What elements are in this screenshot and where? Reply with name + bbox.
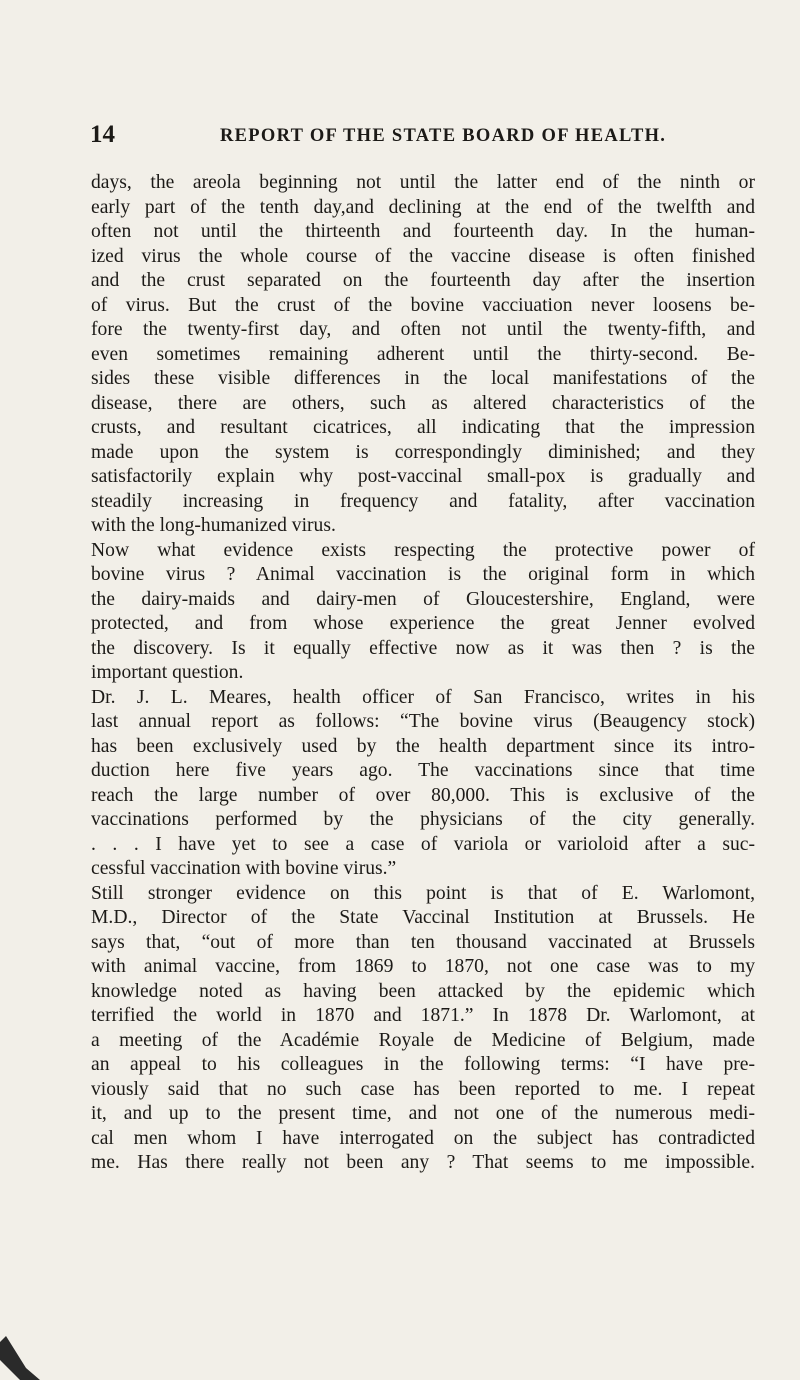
text-line: cal men whom I have interrogated on the subject has contradicted bbox=[91, 1127, 755, 1149]
text-line: M.D., Director of the State Vaccinal Institution at Brussels. He bbox=[91, 907, 755, 928]
text-line: reach the large number of over 80,000. This is exclusive of the bbox=[91, 784, 755, 806]
text-line: crusts, and resultant cicatrices, all indicating that the impression bbox=[91, 417, 755, 438]
text-line: an appeal to his colleagues in the following terms: “I have pre- bbox=[91, 1054, 755, 1075]
text-line: of virus. But the crust of the bovine vacciuation never loosens be- bbox=[91, 294, 755, 316]
text-line: made upon the system is correspondingly diminished; and they bbox=[91, 441, 755, 463]
text-line: disease, there are others, such as altered characteristics of the bbox=[91, 392, 755, 414]
text-line: viously said that no such case has been reported to me. I repeat bbox=[91, 1078, 755, 1100]
text-line: Still stronger evidence on this point is that of E. Warlomont, bbox=[91, 882, 755, 904]
text-line: a meeting of the Académie Royale de Medicine of Belgium, made bbox=[91, 1029, 755, 1051]
page-header bbox=[90, 120, 750, 150]
text-line: with the long-humanized virus. bbox=[91, 515, 336, 536]
text-line: vaccinations performed by the physicians of the city generally. bbox=[91, 809, 755, 830]
text-line: last annual report as follows: “The bovine virus (Beaugency stock) bbox=[91, 711, 755, 732]
text-line: it, and up to the present time, and not one of the numerous medi- bbox=[91, 1103, 755, 1124]
text-line: satisfactorily explain why post-vaccinal small-pox is gradually and bbox=[91, 466, 755, 487]
text-line: days, the areola beginning not until the latter end of the ninth or bbox=[91, 172, 755, 193]
text-line: bovine virus ? Animal vaccination is the original form in which bbox=[91, 564, 755, 585]
text-line: . . . I have yet to see a case of variola or varioloid after a suc- bbox=[91, 833, 755, 855]
text-line: says that, “out of more than ten thousand vaccinated at Brussels bbox=[91, 931, 755, 953]
body-text bbox=[91, 171, 755, 1176]
text-line: ized virus the whole course of the vaccine disease is often finished bbox=[91, 245, 755, 267]
page-corner-mark bbox=[0, 1332, 40, 1380]
text-line: has been exclusively used by the health department since its intro- bbox=[91, 735, 755, 757]
text-line: early part of the tenth day,and declining at the end of the twelfth and bbox=[91, 196, 755, 218]
text-line: Now what evidence exists respecting the protective power of bbox=[91, 539, 755, 561]
text-line: even sometimes remaining adherent until the thirty-second. Be- bbox=[91, 343, 755, 365]
text-line: duction here five years ago. The vaccinations since that time bbox=[91, 760, 755, 781]
text-line: the dairy-maids and dairy-men of Gloucestershire, England, were bbox=[91, 588, 755, 610]
text-line: Dr. J. L. Meares, health officer of San Francisco, writes in his bbox=[91, 686, 755, 708]
text-line: the discovery. Is it equally effective now as it was then ? is the bbox=[91, 637, 755, 659]
text-line: protected, and from whose experience the great Jenner evolved bbox=[91, 613, 755, 634]
text-line: often not until the thirteenth and fourteenth day. In the human- bbox=[91, 221, 755, 242]
running-head: REPORT OF THE STATE BOARD OF HEALTH. bbox=[220, 126, 667, 146]
text-line: steadily increasing in frequency and fatality, after vaccination bbox=[91, 490, 755, 512]
page-number: 14 bbox=[90, 121, 115, 148]
text-line: sides these visible differences in the local manifestations of the bbox=[91, 368, 755, 389]
text-line: and the crust separated on the fourteenth day after the insertion bbox=[91, 270, 755, 291]
text-line: knowledge noted as having been attacked by the epidemic which bbox=[91, 980, 755, 1002]
text-line: important question. bbox=[91, 662, 244, 683]
text-line: terrified the world in 1870 and 1871.” In 1878 Dr. Warlomont, at bbox=[91, 1005, 755, 1026]
text-line: cessful vaccination with bovine virus.” bbox=[91, 858, 397, 879]
text-line: with animal vaccine, from 1869 to 1870, not one case was to my bbox=[91, 956, 755, 977]
text-line: me. Has there really not been any ? That seems to me impossible. bbox=[91, 1152, 755, 1173]
text-line: fore the twenty-first day, and often not until the twenty-fifth, and bbox=[91, 319, 755, 340]
